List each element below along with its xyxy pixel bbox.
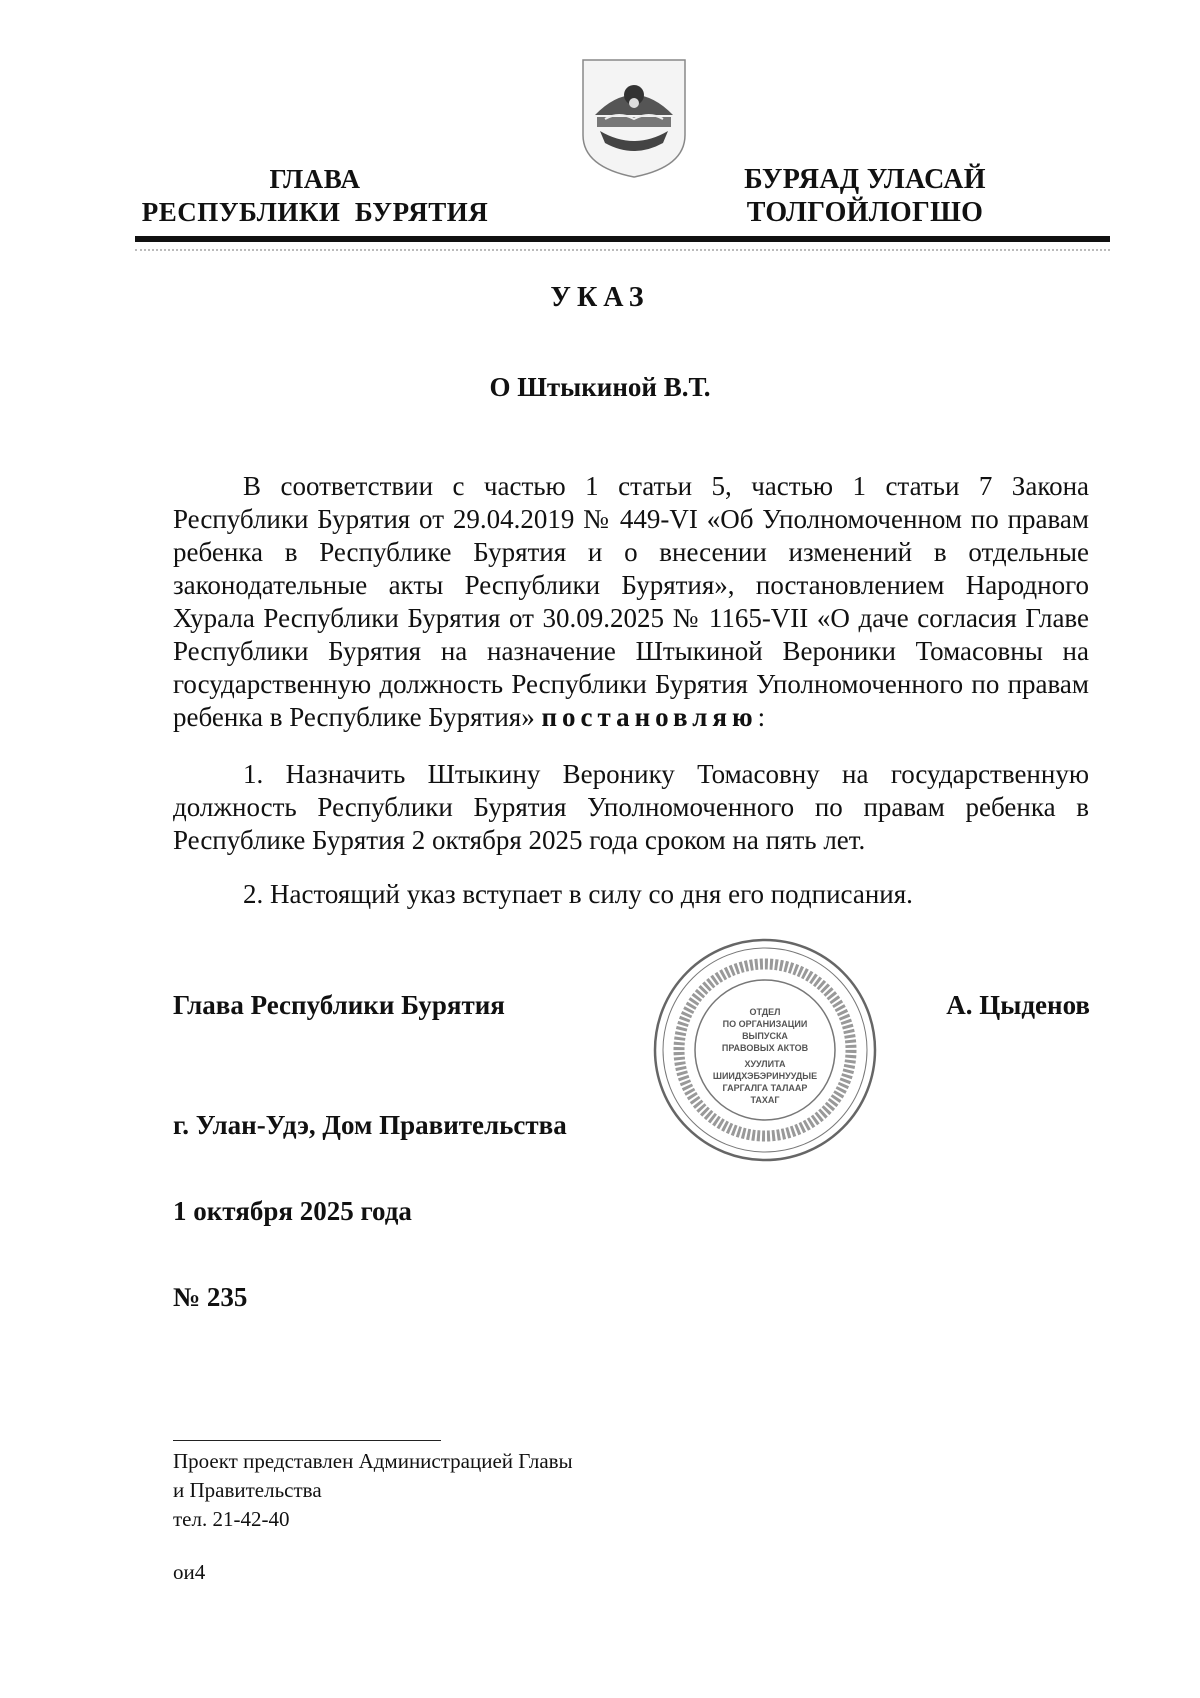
decree-number: № 235: [173, 1282, 248, 1312]
seal-line-7: ГАРГАЛГА ТАЛААР: [722, 1083, 808, 1093]
item-2-paragraph: [173, 878, 1089, 911]
signature-name: А. Цыденов: [946, 990, 1090, 1020]
document-title: УКАЗ: [550, 282, 650, 313]
footnote-line-1: Проект представлен Администрацией Главы: [173, 1449, 573, 1473]
header-right-block: [700, 163, 1030, 229]
signing-date: 1 октября 2025 года: [173, 1196, 412, 1226]
header-right-line1: БУРЯАД УЛАСАЙ: [744, 164, 986, 195]
item-2-text: 2. Настоящий указ вступает в силу со дня его подписания.: [243, 879, 913, 909]
footnote-line-2: и Правительства: [173, 1478, 322, 1502]
footnote-block: [173, 1447, 573, 1534]
footnote-line-3: тел. 21-42-40: [173, 1507, 290, 1531]
seal-line-5: ХУУЛИТА: [744, 1059, 786, 1069]
header-right-line2: ТОЛГОЙЛОГШО: [746, 197, 984, 228]
document-subject: О Штыкиной В.Т.: [489, 372, 711, 402]
official-seal: [650, 935, 880, 1165]
seal-line-8: ТАХАГ: [750, 1095, 780, 1105]
item-1-text: 1. Назначить Штыкину Веронику Томасовну на государственную должность Республики Бурятия Уполномоченного по правам ребенка в Республике Бурятия 2 октября 2025 года сроком на пять лет.: [173, 759, 1089, 855]
header-thick-divider: [135, 236, 1110, 242]
header-left-line1: ГЛАВА: [269, 164, 361, 194]
document-code: ои4: [173, 1560, 206, 1584]
header-dotted-divider: [135, 249, 1110, 251]
signature-position: Глава Республики Бурятия: [173, 990, 505, 1020]
preamble-text: В соответствии с частью 1 статьи 5, частью 1 статьи 7 Закона Республики Бурятия от 29.04.2019 № 449-VI «Об Уполномоченном по правам ребенка в Республике Бурятия и о внесении изменений в отдельные законодательные акты Республики Бурятия», постановлением Народного Хурала Республики Бурятия от 30.09.2025 № 1165-VII «О даче согласия Главе Республики Бурятия на назначение Штыкиной Вероники Томасовны на государственную должность Республики Бурятия Уполномоченного по правам ребенка в Республике Бурятия»: [173, 471, 1089, 732]
seal-line-6: ШИИДХЭБЭРИНУУДЫЕ: [712, 1071, 818, 1081]
preamble-paragraph: [173, 470, 1089, 734]
seal-line-1: ОТДЕЛ: [749, 1007, 781, 1017]
seal-line-4: ПРАВОВЫХ АКТОВ: [721, 1043, 809, 1053]
signing-place: г. Улан-Удэ, Дом Правительства: [173, 1110, 567, 1140]
header-left-line2: РЕСПУБЛИКИ БУРЯТИЯ: [141, 197, 489, 227]
coat-of-arms-emblem: [575, 55, 693, 180]
resolve-word: постановляю: [541, 702, 758, 732]
seal-line-2: ПО ОРГАНИЗАЦИИ: [722, 1019, 808, 1029]
seal-line-3: ВЫПУСКА: [742, 1031, 788, 1041]
resolve-colon: :: [757, 702, 766, 732]
item-1-paragraph: [173, 758, 1089, 857]
header-left-block: [130, 163, 500, 229]
footnote-divider: [173, 1440, 441, 1441]
